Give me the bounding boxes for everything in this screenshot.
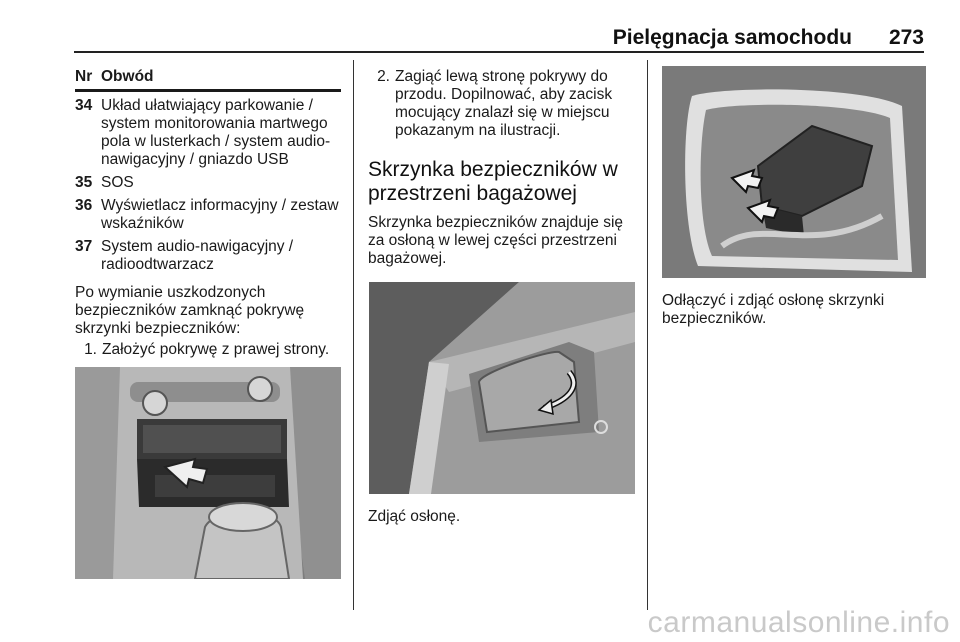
header-rule — [74, 51, 924, 53]
row-nr: 36 — [75, 197, 93, 214]
table-row — [75, 174, 341, 192]
row-nr: 37 — [75, 238, 93, 255]
figure-caption: Odłączyć i zdjąć osłonę skrzynki bezpieczników. — [662, 292, 885, 327]
table-row — [75, 238, 341, 274]
step-text: Założyć pokrywę z prawej strony. — [102, 341, 330, 358]
table-header-circuit: Obwód — [101, 68, 154, 85]
page-number: 273 — [888, 26, 924, 49]
step-number: 2. — [377, 68, 390, 85]
figure-caption: Zdjąć osłonę. — [368, 508, 461, 525]
trunk-cover-illustration — [368, 282, 636, 494]
step-2 — [368, 68, 636, 140]
table-row — [75, 97, 341, 169]
step-number: 1. — [84, 341, 97, 358]
console-fuse-cover-illustration — [75, 367, 341, 579]
step-1 — [75, 341, 341, 359]
header-title: Pielęgnacja samochodu — [612, 26, 852, 49]
step-text: Zagiąć lewą stronę pokrywy do przodu. Dopilnować, aby zacisk mocujący znalazł się w miejscu pokazanym na ilustracji. — [395, 68, 613, 139]
section-title: Skrzynka bezpieczników w przestrzeni bagażowej — [368, 158, 618, 205]
fuse-box-illustration — [662, 66, 926, 278]
column-right — [662, 66, 926, 328]
row-text: SOS — [101, 174, 134, 191]
paragraph-close-cover: Po wymianie uszkodzonych bezpieczników zamknąć pokrywę skrzynki bezpieczników: — [75, 284, 305, 337]
section-body: Skrzynka bezpieczników znajduje się za osłoną w lewej części przestrzeni bagażowej. — [368, 214, 624, 267]
watermark: carmanualsonline.info — [647, 606, 950, 639]
row-nr: 34 — [75, 97, 93, 114]
column-divider-1 — [353, 60, 354, 610]
row-nr: 35 — [75, 174, 93, 191]
column-middle — [368, 68, 636, 526]
table-row — [75, 197, 341, 233]
table-header-nr: Nr — [75, 68, 93, 85]
column-left — [75, 68, 341, 579]
fuse-table-header — [75, 68, 341, 92]
row-text: System audio-nawigacyjny / radioodtwarzacz — [101, 238, 294, 273]
column-divider-2 — [647, 60, 648, 610]
row-text: Układ ułatwiający parkowanie / system monitorowania martwego pola w lusterkach / system audio-nawigacyjny / gniazdo USB — [101, 97, 331, 168]
row-text: Wyświetlacz informacyjny / zestaw wskaźników — [101, 197, 339, 232]
